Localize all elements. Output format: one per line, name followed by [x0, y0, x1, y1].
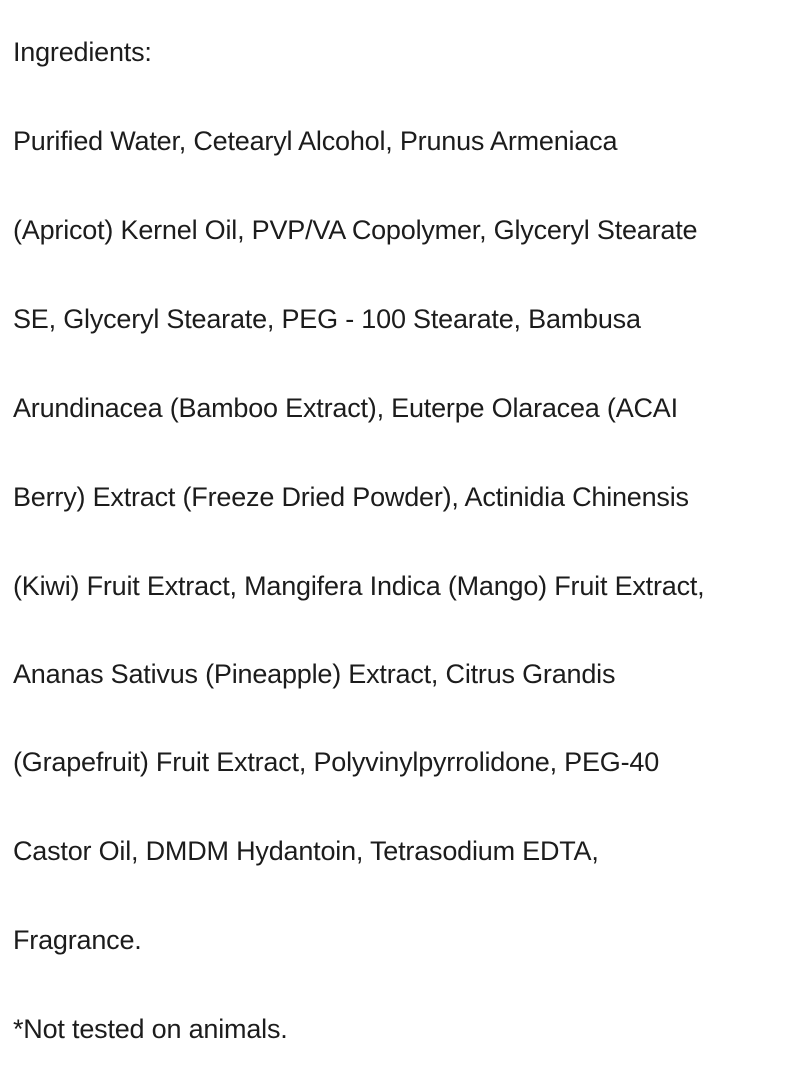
- ingredients-heading: Ingredients:: [13, 37, 152, 67]
- ingredient-line: Fragrance.: [13, 925, 142, 955]
- animal-testing-note: *Not tested on animals.: [13, 1014, 288, 1044]
- ingredient-line: Ananas Sativus (Pineapple) Extract, Citrus Grandis: [13, 659, 616, 689]
- ingredient-line: (Grapefruit) Fruit Extract, Polyvinylpyrrolidone, PEG-40: [13, 747, 660, 777]
- ingredient-line: Purified Water, Cetearyl Alcohol, Prunus Armeniaca: [13, 126, 618, 156]
- ingredient-line: Arundinacea (Bamboo Extract), Euterpe Olaracea (ACAI: [13, 393, 678, 423]
- ingredient-line: Castor Oil, DMDM Hydantoin, Tetrasodium EDTA,: [13, 836, 599, 866]
- ingredient-line: (Apricot) Kernel Oil, PVP/VA Copolymer, Glyceryl Stearate: [13, 215, 698, 245]
- ingredient-line: Berry) Extract (Freeze Dried Powder), Actinidia Chinensis: [13, 482, 689, 512]
- ingredient-line: (Kiwi) Fruit Extract, Mangifera Indica (Mango) Fruit Extract,: [13, 571, 705, 601]
- ingredient-line: SE, Glyceryl Stearate, PEG - 100 Stearate, Bambusa: [13, 304, 641, 334]
